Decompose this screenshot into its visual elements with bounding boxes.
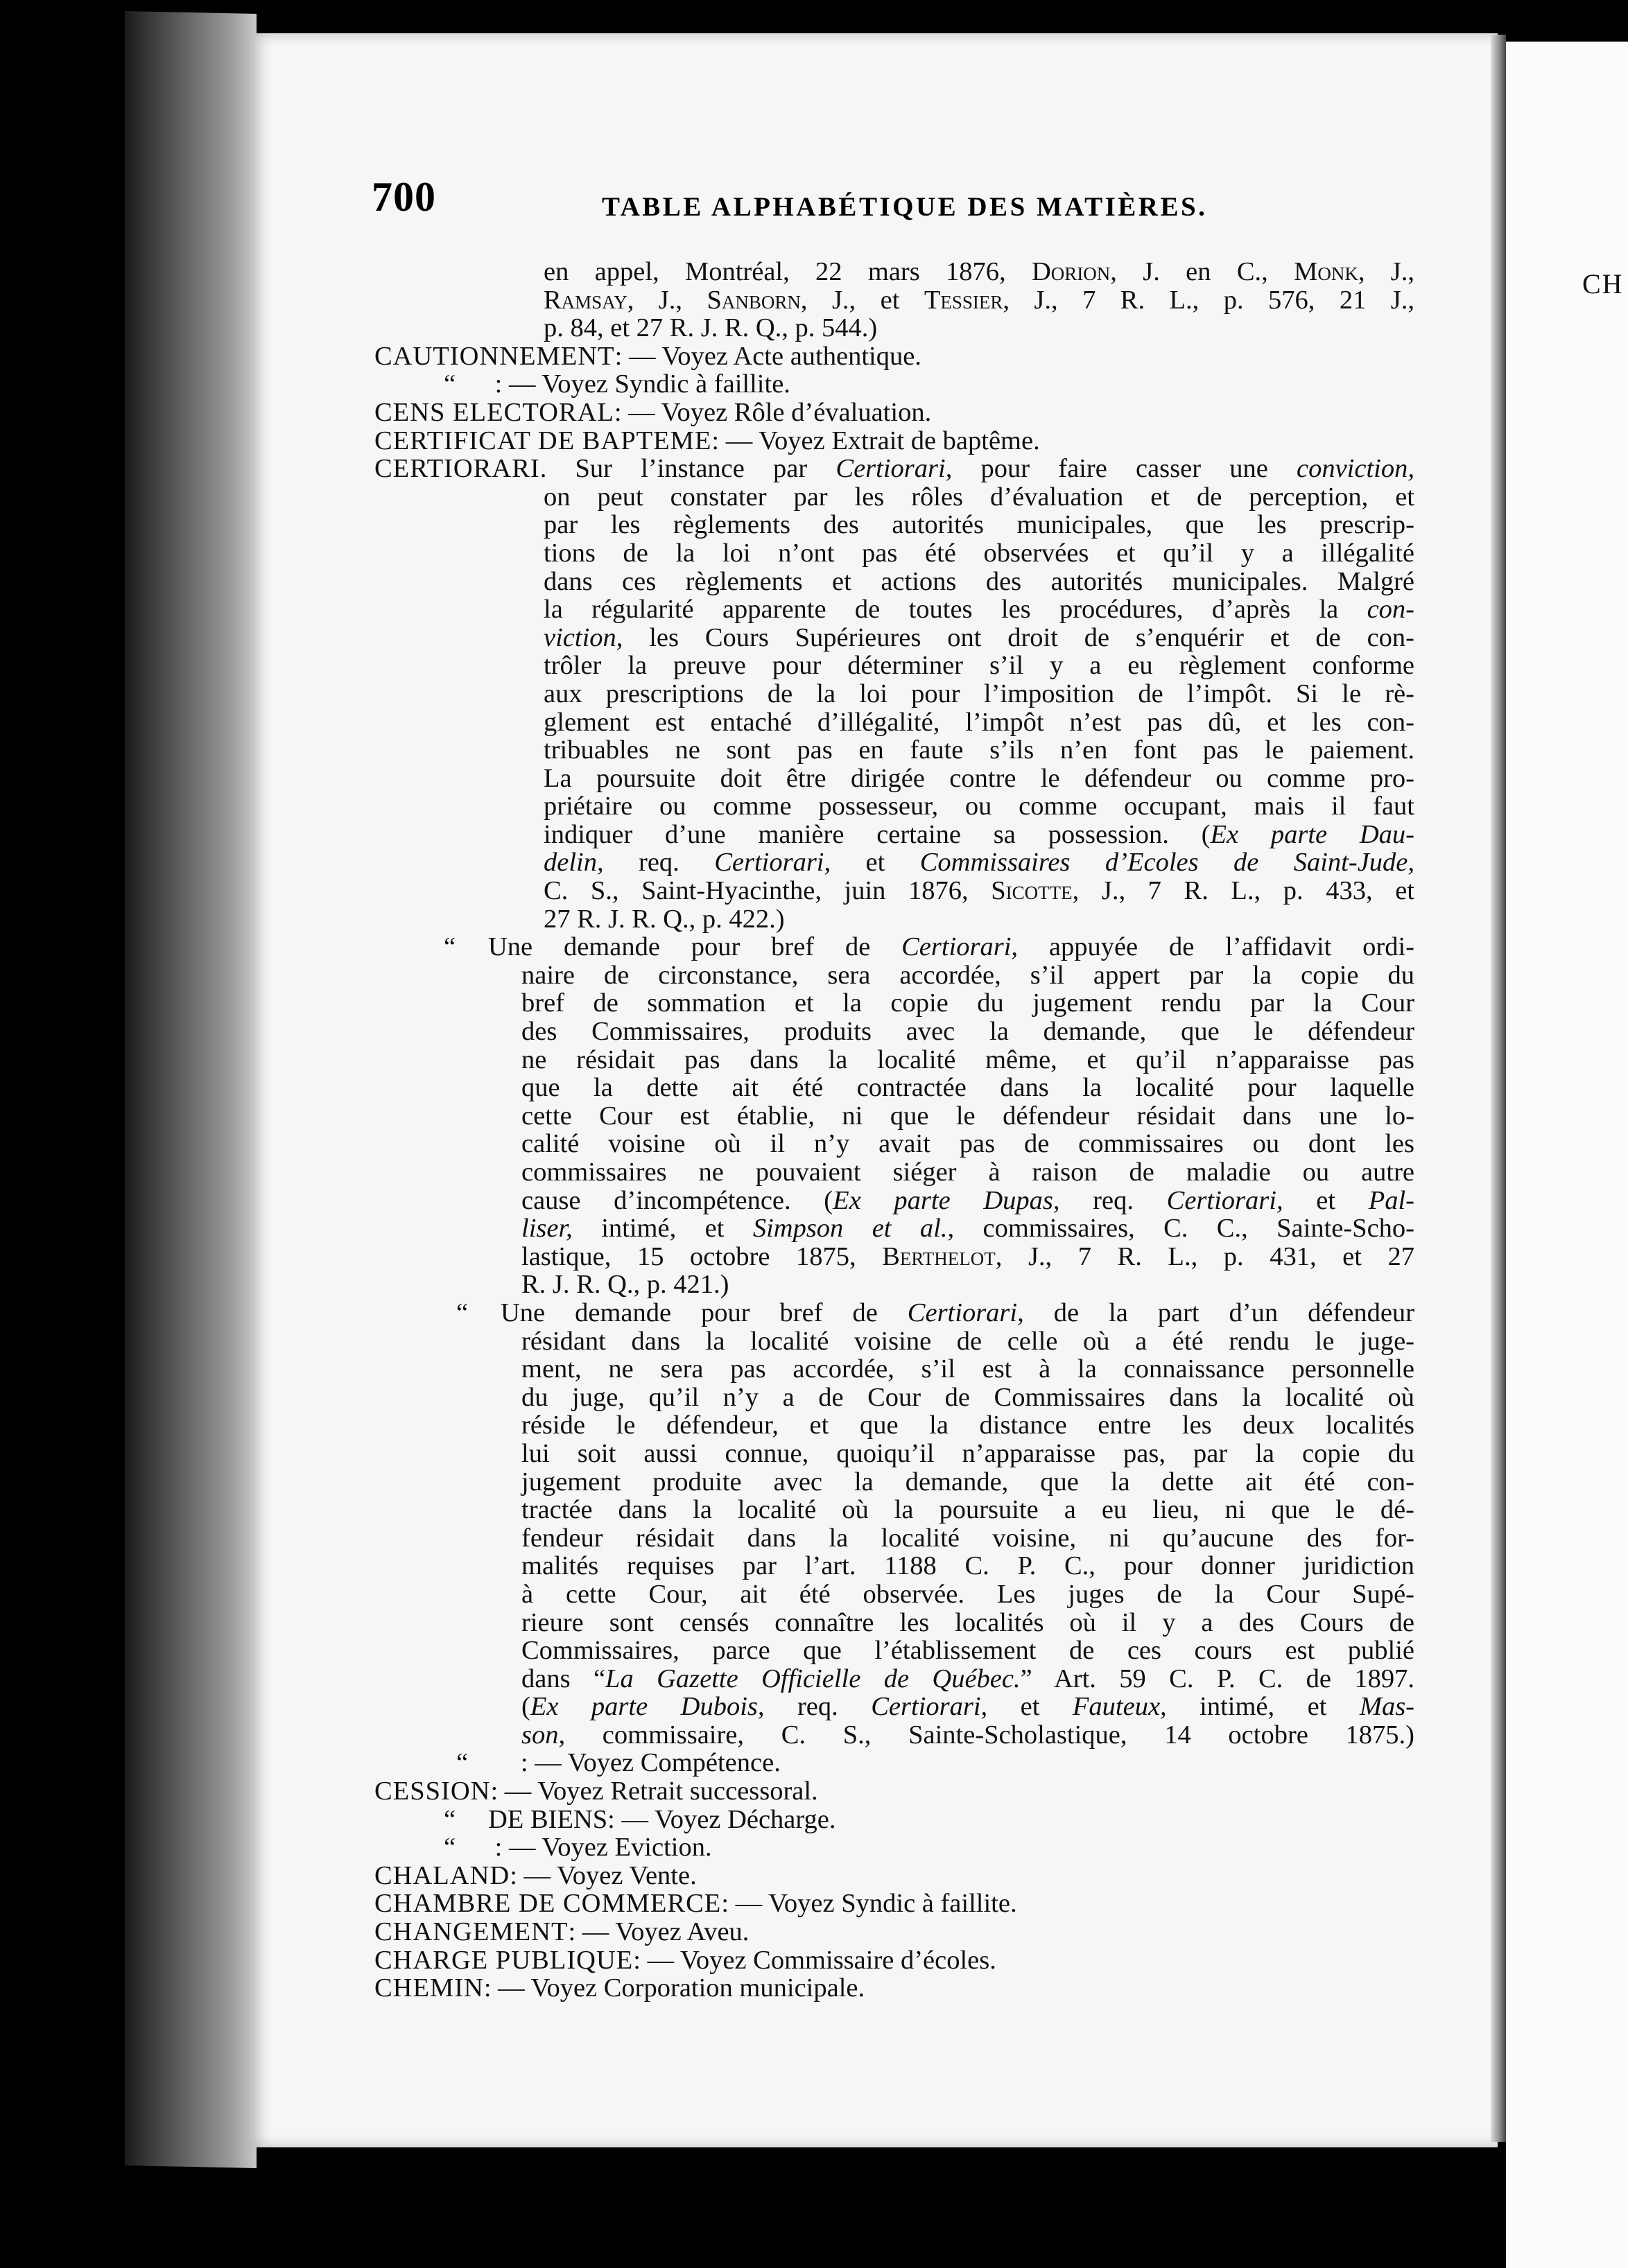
- text-segment: Commissaires d’Ecoles de Saint-Jude,: [919, 848, 1414, 878]
- text-line: [374, 933, 1414, 961]
- text-segment: intimé, et: [1166, 1692, 1360, 1722]
- text-line: [374, 989, 1414, 1018]
- text-segment: dans “: [521, 1664, 606, 1693]
- text-segment: malités requises par l’art. 1188 C. P. C., pour donner juridiction: [521, 1551, 1414, 1581]
- text-segment: naire de circonstance, sera accordée, s’il appert par la copie du: [521, 960, 1414, 990]
- text-segment: Fauteux,: [1072, 1692, 1167, 1722]
- text-segment: indiquer d’une manière certaine sa possession. (: [544, 819, 1211, 849]
- text-line: [374, 595, 1414, 624]
- text-segment: con-: [1367, 595, 1414, 625]
- text-segment: lui soit aussi connue, quoiqu’il n’apparaisse pas, par la copie du: [521, 1438, 1414, 1468]
- index-heading: CHAMBRE DE COMMERCE: [374, 1889, 722, 1919]
- facing-page: [1506, 42, 1628, 2268]
- text-line: [374, 1862, 1414, 1890]
- text-segment: tribuables ne sont pas en faute s’ils n’en font pas le paiement.: [544, 735, 1414, 765]
- text-segment: Une demande pour bref de: [488, 932, 902, 962]
- text-line: [374, 1440, 1414, 1468]
- text-line: [374, 1609, 1414, 1637]
- text-segment: R. J. R. Q., p. 421.): [521, 1270, 729, 1300]
- text-line: [374, 1806, 1414, 1834]
- text-line: [374, 652, 1414, 680]
- text-segment: Certiorari,: [1166, 1185, 1283, 1215]
- text-segment: , J., 7 R. L., p. 431, et 27: [995, 1241, 1414, 1271]
- text-line: [374, 1243, 1414, 1271]
- text-line: [374, 821, 1414, 849]
- text-segment: et: [987, 1692, 1073, 1722]
- index-heading: CERTIFICAT DE BAPTEME: [374, 426, 712, 455]
- text-segment: aux prescriptions de la loi pour l’imposition de l’impôt. Si le rè-: [544, 679, 1414, 708]
- ditto-mark: “: [444, 932, 456, 962]
- text-segment: : — Voyez Acte authentique.: [614, 341, 921, 371]
- text-segment: Certiorari,: [871, 1692, 988, 1722]
- text-line: [374, 765, 1414, 793]
- text-segment: en appel, Montréal, 22 mars 1876,: [544, 257, 1032, 286]
- text-line: [374, 1411, 1414, 1440]
- text-segment: tractée dans la localité où la poursuite a eu lieu, ni que le dé-: [521, 1495, 1414, 1525]
- text-line: [374, 1693, 1414, 1721]
- text-line: [374, 370, 1414, 399]
- text-segment: que la dette ait été contractée dans la localité pour laquelle: [521, 1073, 1414, 1103]
- text-segment: : — Voyez Rôle d’évaluation.: [614, 397, 932, 427]
- text-line: [374, 877, 1414, 905]
- text-segment: pour faire casser une: [952, 454, 1297, 484]
- text-line: [374, 286, 1414, 315]
- text-segment: ne résidait pas dans la localité même, et qu’il n’apparaisse pas: [521, 1045, 1414, 1074]
- text-segment: Commissaires, parce que l’établissement de ces cours est publié: [521, 1636, 1414, 1666]
- text-segment: , J. en C.,: [1110, 257, 1294, 286]
- text-segment: priétaire ou comme possesseur, ou comme occupant, mais il faut: [544, 792, 1414, 821]
- text-segment: Mas-: [1359, 1692, 1414, 1722]
- index-heading: CENS ELECTORAL: [374, 397, 614, 427]
- text-line: [374, 961, 1414, 990]
- text-line: [374, 539, 1414, 568]
- ditto-mark: “: [456, 1298, 469, 1327]
- text-segment: les Cours Supérieures ont droit de s’enquérir et de con-: [623, 622, 1414, 652]
- text-line: [374, 1271, 1414, 1299]
- index-heading: CERTIORARI: [374, 454, 540, 484]
- text-segment: . Sur l’instance par: [539, 454, 836, 484]
- text-line: [374, 680, 1414, 708]
- text-segment: glement est entaché d’illégalité, l’impôt n’est pas dû, et les con-: [544, 707, 1414, 737]
- text-segment: : — Voyez Aveu.: [568, 1917, 750, 1947]
- text-line: [374, 1777, 1414, 1806]
- text-segment: Certiorari,: [907, 1298, 1024, 1327]
- text-line: [374, 1918, 1414, 1946]
- text-segment: Une demande pour bref de: [501, 1298, 908, 1327]
- text-line: [374, 1355, 1414, 1384]
- index-heading: CHALAND: [374, 1860, 510, 1890]
- text-segment: , J., et: [800, 285, 924, 315]
- text-segment: résidant dans la localité voisine de celle où a été rendu le juge-: [521, 1326, 1414, 1356]
- text-segment: Certiorari,: [835, 454, 953, 484]
- text-segment: cette Cour est établie, ni que le défendeur résidait dans une lo-: [521, 1101, 1414, 1131]
- index-heading: CHEMIN: [374, 1973, 484, 2003]
- text-segment: dans ces règlements et actions des autorités municipales. Malgré: [544, 566, 1414, 596]
- text-segment: fendeur résidait dans la localité voisine, ni qu’aucune des for-: [521, 1523, 1414, 1553]
- facing-page-fragment: CH: [1582, 268, 1624, 299]
- text-segment: p. 84, et 27 R. J. R. Q., p. 544.): [544, 313, 878, 343]
- text-segment: La poursuite doit être dirigée contre le défendeur ou comme pro-: [544, 763, 1414, 793]
- text-line: [374, 708, 1414, 737]
- text-line: [374, 1749, 1414, 1777]
- text-segment: , J., 7 R. L., p. 576, 21 J.,: [1003, 285, 1414, 315]
- text-segment: Pal-: [1368, 1185, 1414, 1215]
- text-segment: Tessier: [924, 285, 1003, 315]
- text-line: [374, 1637, 1414, 1665]
- text-line: [374, 427, 1414, 455]
- text-line: [374, 1721, 1414, 1750]
- text-segment: : — Voyez Eviction.: [488, 1833, 712, 1863]
- text-line: [374, 1946, 1414, 1975]
- text-line: [374, 1130, 1414, 1158]
- text-segment: Ramsay: [544, 285, 627, 315]
- text-segment: intimé, et: [572, 1214, 753, 1244]
- text-segment: Ex parte Dau-: [1210, 819, 1414, 849]
- text-line: [374, 1665, 1414, 1693]
- index-heading: CAUTIONNEMENT: [374, 341, 615, 371]
- text-line: [374, 1102, 1414, 1131]
- text-line: [374, 1890, 1414, 1918]
- text-segment: cause d’incompétence. (: [521, 1185, 833, 1215]
- index-heading: CESSION: [374, 1777, 491, 1806]
- text-line: [374, 1299, 1414, 1327]
- text-line: [374, 1187, 1414, 1215]
- text-line: [374, 1552, 1414, 1580]
- text-segment: Ex parte Dupas,: [833, 1185, 1060, 1215]
- text-segment: commissaires ne pouvaient siéger à raison de maladie ou autre: [521, 1158, 1414, 1187]
- text-segment: Simpson et al.,: [752, 1214, 955, 1244]
- text-line: [374, 1496, 1414, 1524]
- index-heading: CHARGE PUBLIQUE: [374, 1945, 634, 1975]
- text-segment: tions de la loi n’ont pas été observées et qu’il y a illégalité: [544, 538, 1414, 568]
- text-segment: La Gazette Officielle de Québec.: [605, 1664, 1021, 1693]
- text-segment: ment, ne sera pas accordée, s’il est à la connaissance personnelle: [521, 1354, 1414, 1384]
- text-segment: Dorion: [1031, 257, 1111, 286]
- text-line: [374, 1974, 1414, 2003]
- page-gutter: [1491, 35, 1506, 2142]
- text-segment: Berthelot: [882, 1241, 996, 1271]
- running-head: TABLE ALPHABÉTIQUE DES MATIÈRES.: [602, 192, 1208, 222]
- text-segment: , J., 7 R. L., p. 433, et: [1072, 876, 1414, 906]
- text-line: [374, 1046, 1414, 1074]
- text-segment: du juge, qu’il n’y a de Cour de Commissaires dans la localité où: [521, 1382, 1414, 1412]
- text-segment: Certiorari,: [901, 932, 1019, 962]
- text-segment: C. S., Saint-Hyacinthe, juin 1876,: [544, 876, 991, 906]
- text-segment: : — Voyez Syndic à faillite.: [721, 1889, 1017, 1919]
- text-segment: : — Voyez Commissaire d’écoles.: [633, 1945, 996, 1975]
- text-segment: 27 R. J. R. Q., p. 422.): [544, 904, 785, 934]
- text-line: [374, 1524, 1414, 1553]
- text-segment: à cette Cour, ait été observée. Les juges de la Cour Supé-: [521, 1579, 1414, 1609]
- text-line: [374, 1468, 1414, 1497]
- text-segment: DE BIENS: — Voyez Décharge.: [488, 1804, 836, 1834]
- text-segment: son,: [521, 1720, 566, 1750]
- text-segment: appuyée de l’affidavit ordi-: [1018, 932, 1415, 962]
- text-line: [374, 1327, 1414, 1356]
- text-segment: : — Voyez Extrait de baptême.: [711, 426, 1040, 455]
- ditto-mark: “: [444, 1833, 456, 1863]
- text-segment: : — Voyez Syndic à faillite.: [488, 369, 790, 399]
- text-segment: req.: [603, 848, 715, 878]
- text-segment: (: [521, 1692, 530, 1722]
- text-line: [374, 314, 1414, 342]
- text-segment: : — Voyez Corporation municipale.: [483, 1973, 865, 2003]
- text-segment: des Commissaires, produits avec la demande, que le défendeur: [521, 1017, 1414, 1047]
- text-line: [374, 1018, 1414, 1046]
- text-segment: delin,: [544, 848, 604, 878]
- text-line: [374, 1580, 1414, 1609]
- text-line: [374, 455, 1414, 483]
- text-segment: Sanborn: [707, 285, 801, 315]
- text-segment: trôler la preuve pour déterminer s’il y a eu règlement conforme: [544, 651, 1414, 681]
- text-line: [374, 1833, 1414, 1862]
- text-line: [374, 1074, 1414, 1102]
- text-segment: calité voisine où il n’y avait pas de commissaires ou dont les: [521, 1129, 1414, 1159]
- text-line: [374, 848, 1414, 877]
- text-segment: viction,: [544, 622, 623, 652]
- page-number: 700: [372, 174, 436, 220]
- text-segment: conviction,: [1297, 454, 1414, 484]
- ditto-mark: “: [456, 1748, 469, 1778]
- text-segment: lastique, 15 octobre 1875,: [521, 1241, 883, 1271]
- text-line: [374, 342, 1414, 371]
- text-segment: bref de sommation et la copie du jugement rendu par la Cour: [521, 988, 1414, 1018]
- index-heading: CHANGEMENT: [374, 1917, 569, 1947]
- text-line: [374, 399, 1414, 427]
- text-segment: : — Voyez Retrait successoral.: [490, 1777, 818, 1806]
- text-segment: , J.,: [1358, 257, 1415, 286]
- text-segment: liser,: [521, 1214, 573, 1244]
- text-line: [374, 568, 1414, 596]
- text-segment: Ex parte Dubois,: [530, 1692, 765, 1722]
- text-line: [374, 1384, 1414, 1412]
- text-segment: Sicotte: [991, 876, 1073, 906]
- text-segment: commissaires, C. C., Sainte-Scho-: [954, 1214, 1414, 1244]
- ditto-mark: “: [444, 369, 456, 399]
- text-segment: req.: [1059, 1185, 1167, 1215]
- text-segment: rieure sont censés connaître les localités où il y a des Cours de: [521, 1607, 1414, 1637]
- text-segment: , J.,: [627, 285, 707, 315]
- text-line: [374, 1158, 1414, 1187]
- text-line: [374, 792, 1414, 821]
- text-segment: et: [831, 848, 920, 878]
- text-segment: : — Voyez Vente.: [510, 1860, 697, 1890]
- text-segment: de la part d’un défendeur: [1023, 1298, 1414, 1327]
- text-segment: : — Voyez Compétence.: [501, 1748, 781, 1778]
- text-segment: ” Art. 59 C. P. C. de 1897.: [1020, 1664, 1414, 1693]
- text-segment: la régularité apparente de toutes les procédures, d’après la: [544, 595, 1367, 625]
- text-segment: par les règlements des autorités municipales, que les prescrip-: [544, 510, 1414, 540]
- text-segment: on peut constater par les rôles d’évaluation et de perception, et: [544, 482, 1414, 512]
- index-entries: [374, 258, 1414, 2003]
- text-line: [374, 905, 1414, 934]
- text-segment: jugement produite avec la demande, que la dette ait été con-: [521, 1467, 1414, 1497]
- text-line: [374, 624, 1414, 652]
- text-segment: et: [1283, 1185, 1369, 1215]
- text-line: [374, 1214, 1414, 1243]
- text-segment: Monk: [1294, 257, 1358, 286]
- text-segment: commissaire, C. S., Sainte-Scholastique, 14 octobre 1875.): [565, 1720, 1414, 1750]
- text-line: [374, 736, 1414, 765]
- text-segment: Certiorari,: [714, 848, 831, 878]
- text-line: [374, 511, 1414, 539]
- ditto-mark: “: [444, 1804, 456, 1834]
- text-segment: req.: [764, 1692, 872, 1722]
- text-line: [374, 483, 1414, 512]
- text-segment: réside le défendeur, et que la distance entre les deux localités: [521, 1411, 1414, 1440]
- text-line: [374, 258, 1414, 286]
- book-spine-shadow: [125, 11, 257, 2168]
